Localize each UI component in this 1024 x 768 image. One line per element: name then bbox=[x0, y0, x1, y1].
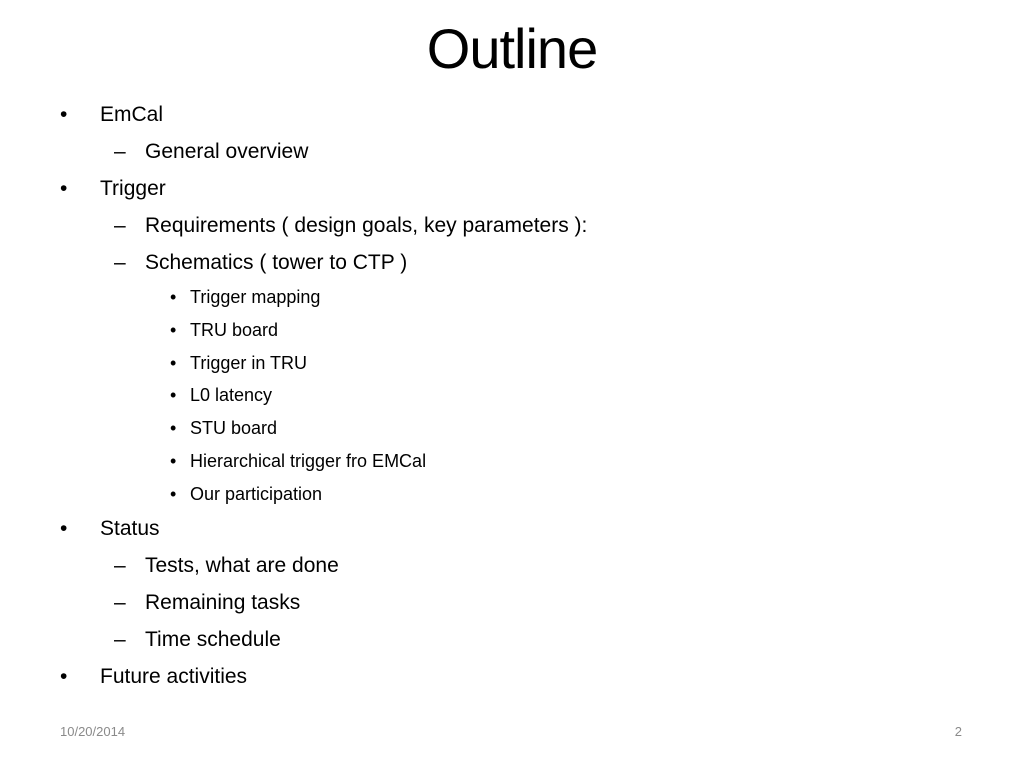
dash-bullet: – bbox=[114, 628, 126, 651]
outline-item-text: EmCal bbox=[100, 103, 164, 126]
bullet-dot: • bbox=[170, 451, 177, 471]
footer-date: 10/20/2014 bbox=[60, 724, 126, 739]
dash-bullet: – bbox=[114, 251, 126, 274]
outline-item-text: TRU board bbox=[190, 320, 279, 340]
outline-item-text: Future activities bbox=[100, 665, 248, 688]
slide-title: Outline bbox=[426, 17, 598, 80]
outline-item-text: Time schedule bbox=[145, 628, 281, 651]
bullet-dot: • bbox=[170, 287, 177, 307]
outline-item-text: Tests, what are done bbox=[145, 554, 339, 577]
dash-bullet: – bbox=[114, 214, 126, 237]
bullet-dot: • bbox=[60, 177, 68, 200]
outline-item-text: Our participation bbox=[190, 484, 323, 504]
outline-item-text: Trigger bbox=[100, 177, 166, 200]
outline-item-text: L0 latency bbox=[190, 385, 273, 405]
outline-item-text: General overview bbox=[145, 140, 309, 163]
bullet-dot: • bbox=[170, 484, 177, 504]
outline-item-text: Hierarchical trigger fro EMCal bbox=[190, 451, 427, 471]
bullet-dot: • bbox=[170, 320, 177, 340]
bullet-dot: • bbox=[170, 353, 177, 373]
outline-item-text: STU board bbox=[190, 418, 278, 438]
outline-item-text: Trigger in TRU bbox=[190, 353, 308, 373]
dash-bullet: – bbox=[114, 591, 126, 614]
bullet-dot: • bbox=[170, 418, 177, 438]
bullet-dot: • bbox=[60, 517, 68, 540]
slide-number: 2 bbox=[954, 724, 962, 739]
outline-item-text: Schematics ( tower to CTP ) bbox=[145, 251, 408, 274]
outline-item-text: Remaining tasks bbox=[145, 591, 301, 614]
bullet-dot: • bbox=[60, 103, 68, 126]
outline-item-text: Requirements ( design goals, key parameters ): bbox=[145, 214, 588, 237]
bullet-dot: • bbox=[170, 385, 177, 405]
dash-bullet: – bbox=[114, 140, 126, 163]
bullet-dot: • bbox=[60, 665, 68, 688]
outline-item-text: Status bbox=[100, 517, 160, 540]
dash-bullet: – bbox=[114, 554, 126, 577]
outline-item-text: Trigger mapping bbox=[190, 287, 321, 307]
